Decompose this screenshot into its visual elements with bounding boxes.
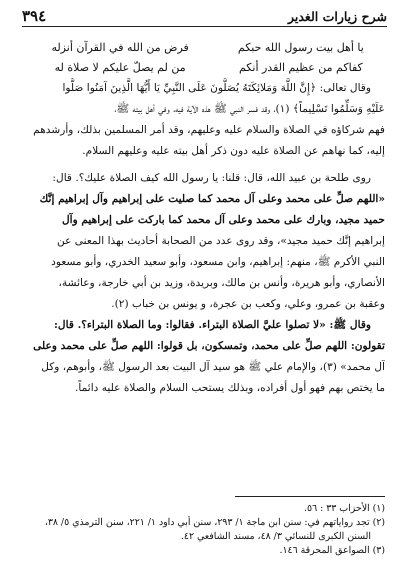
hadith-line: وقال ﷺ: «لا تصلوا عليَّ الصلاة البتراء. فقالوا: وما الصلاة البتراء؟. قال:: [53, 319, 371, 331]
footnote: (٢) تجد رواياتهم في: سنن ابن ماجة ١/ ٢٩٣، سنن أبي داود ١/ ٢٢١، سنن الترمذي ٥/ ٣٨،: [44, 517, 385, 528]
text-line: آل محمد» (٣)، والإمام علي ﷺ هو سيد آل البيت بعد الرسول ﷺ، وأبوهم، وكل: [41, 361, 385, 373]
book-title: شرح زيارات الغدير: [288, 9, 387, 24]
footnote-divider: [235, 496, 385, 497]
text-line: إليه، كما نهاهم عن الصلاة عليه دون ذكر أهل بيته عليه وعليهم السلام.: [82, 145, 385, 157]
text-line: إبراهيم إنَّك حميد مجيد»، وقد روى عدد من الصحابة أحاديث بهذا المعنى عن: [57, 235, 385, 247]
text-line: الأنصاري، وأبو هريرة، وأنس بن مالك، وبريدة، وزيد بن أبي خارجة، وعائشة،: [58, 277, 385, 289]
text-line: عَلَيْهِ وَسَلِّمُوا تَسْلِيماً﴾ (١)، وقد فسر النبي ﷺ هذه الآية فيه، وفي أهل بيته ﷺ،: [114, 103, 385, 115]
footnote: (١) الأحزاب ٣٣ : ٥٦.: [304, 503, 385, 514]
verse-first-hemistich: كفاكم من عظيم القدر أنكم: [238, 61, 363, 74]
body-text: [18, 78, 385, 399]
text-line: النبي الأكرم ﷺ، منهم: إبراهيم، وابن مسعود، وأبو سعيد الخدري، وأبو مسعود: [51, 256, 385, 268]
text-line: روى طلحة بن عبيد الله، قال: قلنا: يا رسول الله كيف الصلاة عليك؟. قال:: [52, 172, 371, 184]
footnote: (٣) الصواعق المحرقة ١٤٦.: [279, 545, 385, 556]
hadith-line: تقولون: اللهم صلِّ على محمد، وتمسكون، بل قولوا: اللهم صلِّ على محمد وعلى: [33, 340, 385, 352]
poem-verses: [40, 38, 381, 78]
hadith-line: «اللهم صلِّ على محمد وعلى آل محمد كما صليت على إبراهيم وآل إبراهيم إنَّك: [39, 193, 385, 205]
text-line: وقال تعالى: ﴿إِنَّ اللَّهَ وَمَلائِكَتَهُ يُصَلُّونَ عَلَى النَّبِيِّ يَا أَيُّهَا الَّذِينَ آمَنُوا صَلُّوا: [62, 82, 371, 94]
page-header: [22, 4, 387, 27]
footnotes: [18, 502, 385, 558]
verse-first-hemistich: يا أهل بيت رسول الله حبكم: [237, 41, 364, 54]
text-line: ما يختص بهم فهو أول أفراده، وبذلك يستحب السلام والصلاة عليه دائماً.: [75, 382, 385, 394]
text-line: فهم شركاؤه في الصلاة والسلام عليه وعليهم، وقد أمر المسلمين بذلك، وأرشدهم: [33, 124, 385, 136]
hadith-line: حميد مجيد، وبارك على محمد وعلى آل محمد كما باركت على إبراهيم وآل: [61, 214, 385, 226]
text-line: وعقبة بن عمرو، وعلي، وكعب بن عجرة، و يونس بن خباب (٢).: [111, 298, 385, 310]
page-number: ٣٩٤: [22, 7, 47, 25]
footnote-continuation: السنن الكبرى للنسائي ٣/ ٤٨، مسند الشافعي ٤٢.: [180, 531, 371, 542]
poem-verse: [40, 58, 381, 78]
verse-second-hemistich: فرض من الله في القرآن أنزله: [51, 41, 189, 54]
poem-verse: [40, 38, 381, 58]
verse-second-hemistich: من لم يصلّ عليكم لا صلاة له: [54, 61, 186, 74]
